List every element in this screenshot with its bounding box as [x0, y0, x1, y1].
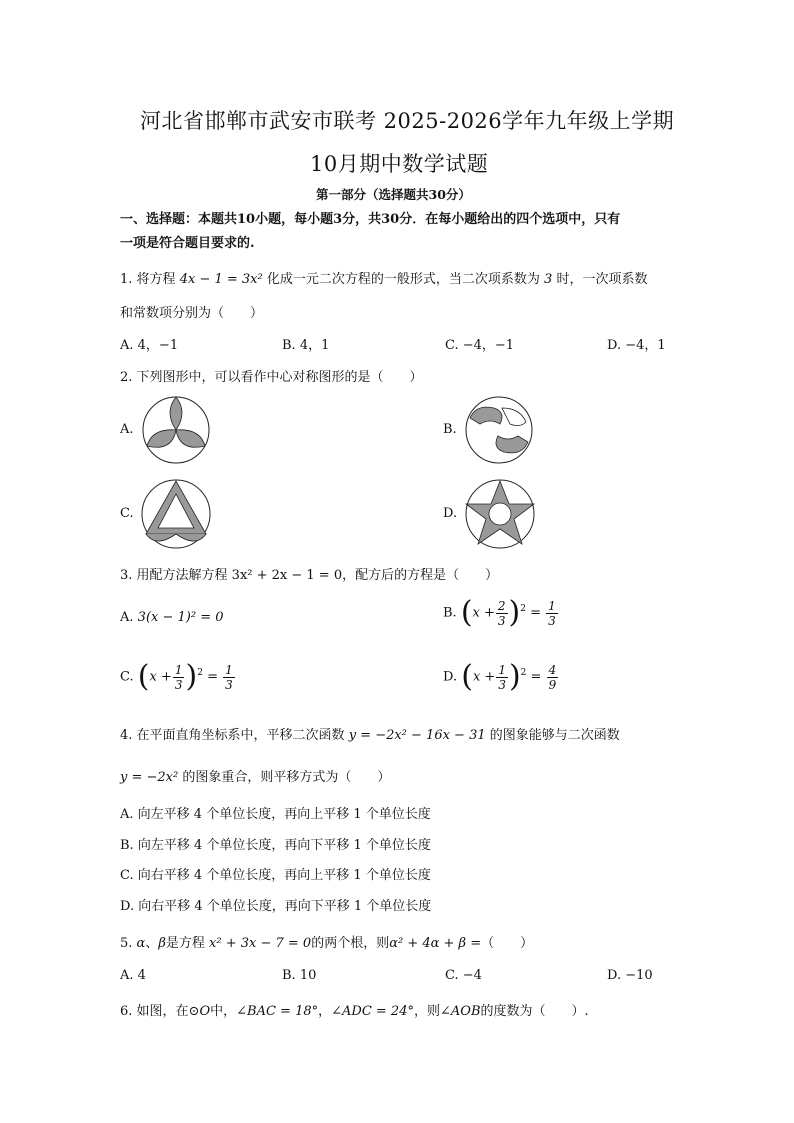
- question-1-line-2: 和常数项分别为（ ）: [120, 306, 264, 321]
- fraction-numerator: 4: [548, 662, 557, 677]
- question-number: 5.: [120, 936, 133, 951]
- question-text: 是方程: [165, 936, 205, 951]
- part-heading: 第一部分（选择题共30分）: [316, 187, 471, 202]
- question-text: 6. 如图，在: [120, 1004, 189, 1019]
- question-text: 的图象能够与二次函数: [489, 728, 620, 743]
- expression: α² + 4α + β =: [389, 936, 482, 951]
- q2-option-a-label: A.: [120, 422, 134, 437]
- q1-option-d: D. −4，1: [607, 338, 666, 353]
- option-expression: x +: [472, 605, 495, 621]
- question-text: ，则: [413, 1004, 440, 1019]
- alpha-symbol: α: [136, 936, 146, 951]
- q1-option-a: A. 4，−1: [120, 338, 179, 353]
- fraction-denominator: 3: [548, 613, 556, 628]
- q5-option-a: A. 4: [120, 968, 146, 983]
- q3-option-a: [120, 610, 224, 625]
- question-number: 1.: [120, 272, 133, 287]
- question-text: 的度数为（ ）.: [480, 1004, 589, 1019]
- option-expression: 3(x − 1)² = 0: [137, 610, 224, 625]
- question-text: 4. 在平面直角坐标系中，平移二次函数: [120, 728, 345, 743]
- question-text: 的图象重合，则平移方式为（ ）: [182, 770, 391, 785]
- function-expression: y = −2x² − 16x − 31: [348, 728, 486, 743]
- fraction-numerator: 1: [548, 598, 556, 613]
- question-1-line-1: [120, 268, 647, 287]
- q1-option-c: C. −4，−1: [445, 338, 515, 353]
- circle-symbol: ⊙O: [188, 1004, 211, 1019]
- angle-adc: ∠ADC = 24°: [331, 1004, 414, 1019]
- fraction-denominator: 3: [497, 613, 506, 628]
- fraction-denominator: 9: [548, 677, 557, 692]
- question-text: （ ）: [481, 936, 534, 951]
- question-4-line-1: [120, 724, 620, 743]
- fraction-numerator: 1: [225, 662, 233, 677]
- q2-option-b-label: B.: [443, 422, 457, 437]
- fraction-denominator: 3: [174, 677, 183, 692]
- fraction-numerator: 1: [174, 662, 183, 677]
- q3-option-d: D. (x + $\frac{1}{3}$ )$^2$ = $\frac{4}{9}$: [443, 659, 557, 694]
- section-instructions-line-1: 一、选择题：本题共10小题，每小题3分，共30分．在每小题给出的四个选项中，只有: [120, 212, 621, 227]
- q4-option-d: D. 向右平移 4 个单位长度，再向下平移 1 个单位长度: [120, 899, 432, 914]
- question-3-text: 3. 用配方法解方程 3x² + 2x − 1 = 0，配方后的方程是（ ）: [120, 568, 499, 583]
- question-2-text: 2. 下列图形中，可以看作中心对称图形的是（ ）: [120, 370, 423, 385]
- option-label: C.: [120, 669, 134, 685]
- question-text: 时，一次项系数: [556, 272, 648, 287]
- q5-option-b: B. 10: [282, 968, 317, 983]
- option-expression: x +: [472, 669, 496, 685]
- fraction-denominator: 3: [225, 677, 233, 692]
- beta-symbol: β: [158, 936, 166, 951]
- equation: x² + 3x − 7 = 0: [209, 936, 312, 951]
- question-text: 化成一元二次方程的一般形式，当二次项系数为: [266, 272, 540, 287]
- option-expression: x +: [149, 669, 172, 685]
- figure-b-swirl-circle: [462, 394, 536, 464]
- q2-option-d-label: D.: [443, 506, 458, 521]
- title-line-2: 10月期中数学试题: [310, 152, 489, 176]
- separator: ，: [318, 1004, 332, 1019]
- figure-d-five-petal-star: [462, 476, 538, 550]
- option-label: B.: [443, 605, 457, 621]
- q4-option-b: B. 向左平移 4 个单位长度，再向下平移 1 个单位长度: [120, 838, 431, 853]
- q1-option-b: B. 4，1: [282, 338, 330, 353]
- fraction-denominator: 3: [498, 677, 506, 692]
- title-line-1: 河北省邯郸市武安市联考 2025-2026学年九年级上学期: [140, 109, 675, 133]
- q4-option-a: A. 向左平移 4 个单位长度，再向上平移 1 个单位长度: [120, 807, 431, 822]
- figure-c-triangle-circle: [138, 476, 214, 550]
- question-text: 的两个根，则: [311, 936, 390, 951]
- option-label: D.: [443, 669, 458, 685]
- function-expression: y = −2x²: [120, 770, 179, 785]
- question-6-text: [120, 1000, 589, 1019]
- question-text: 将方程: [136, 272, 176, 287]
- q5-option-c: C. −4: [445, 968, 482, 983]
- q3-option-b: B. (x + $\frac{2}{3}$ )$^2$ = $\frac{1}{3}$: [443, 595, 556, 630]
- separator: 、: [145, 936, 159, 951]
- equation: 4x − 1 = 3x²: [179, 272, 263, 287]
- coefficient: 3: [544, 272, 553, 287]
- option-label: A.: [120, 610, 134, 625]
- question-text: 中，: [210, 1004, 237, 1019]
- fraction-numerator: 2: [497, 598, 506, 613]
- q2-option-c-label: C.: [120, 506, 134, 521]
- q4-option-c: C. 向右平移 4 个单位长度，再向上平移 1 个单位长度: [120, 868, 431, 883]
- angle-aob: ∠AOB: [440, 1004, 481, 1019]
- question-5-text: [120, 932, 533, 951]
- q3-option-c: C. (x + $\frac{1}{3}$ )$^2$ = $\frac{1}{3}$: [120, 659, 233, 694]
- angle-bac: ∠BAC = 18°: [236, 1004, 319, 1019]
- figure-a-three-petal-circle: [138, 394, 214, 464]
- section-instructions-line-2: 一项是符合题目要求的.: [120, 236, 255, 251]
- fraction-numerator: 1: [498, 662, 506, 677]
- question-4-line-2: [120, 766, 390, 785]
- q5-option-d: D. −10: [607, 968, 653, 983]
